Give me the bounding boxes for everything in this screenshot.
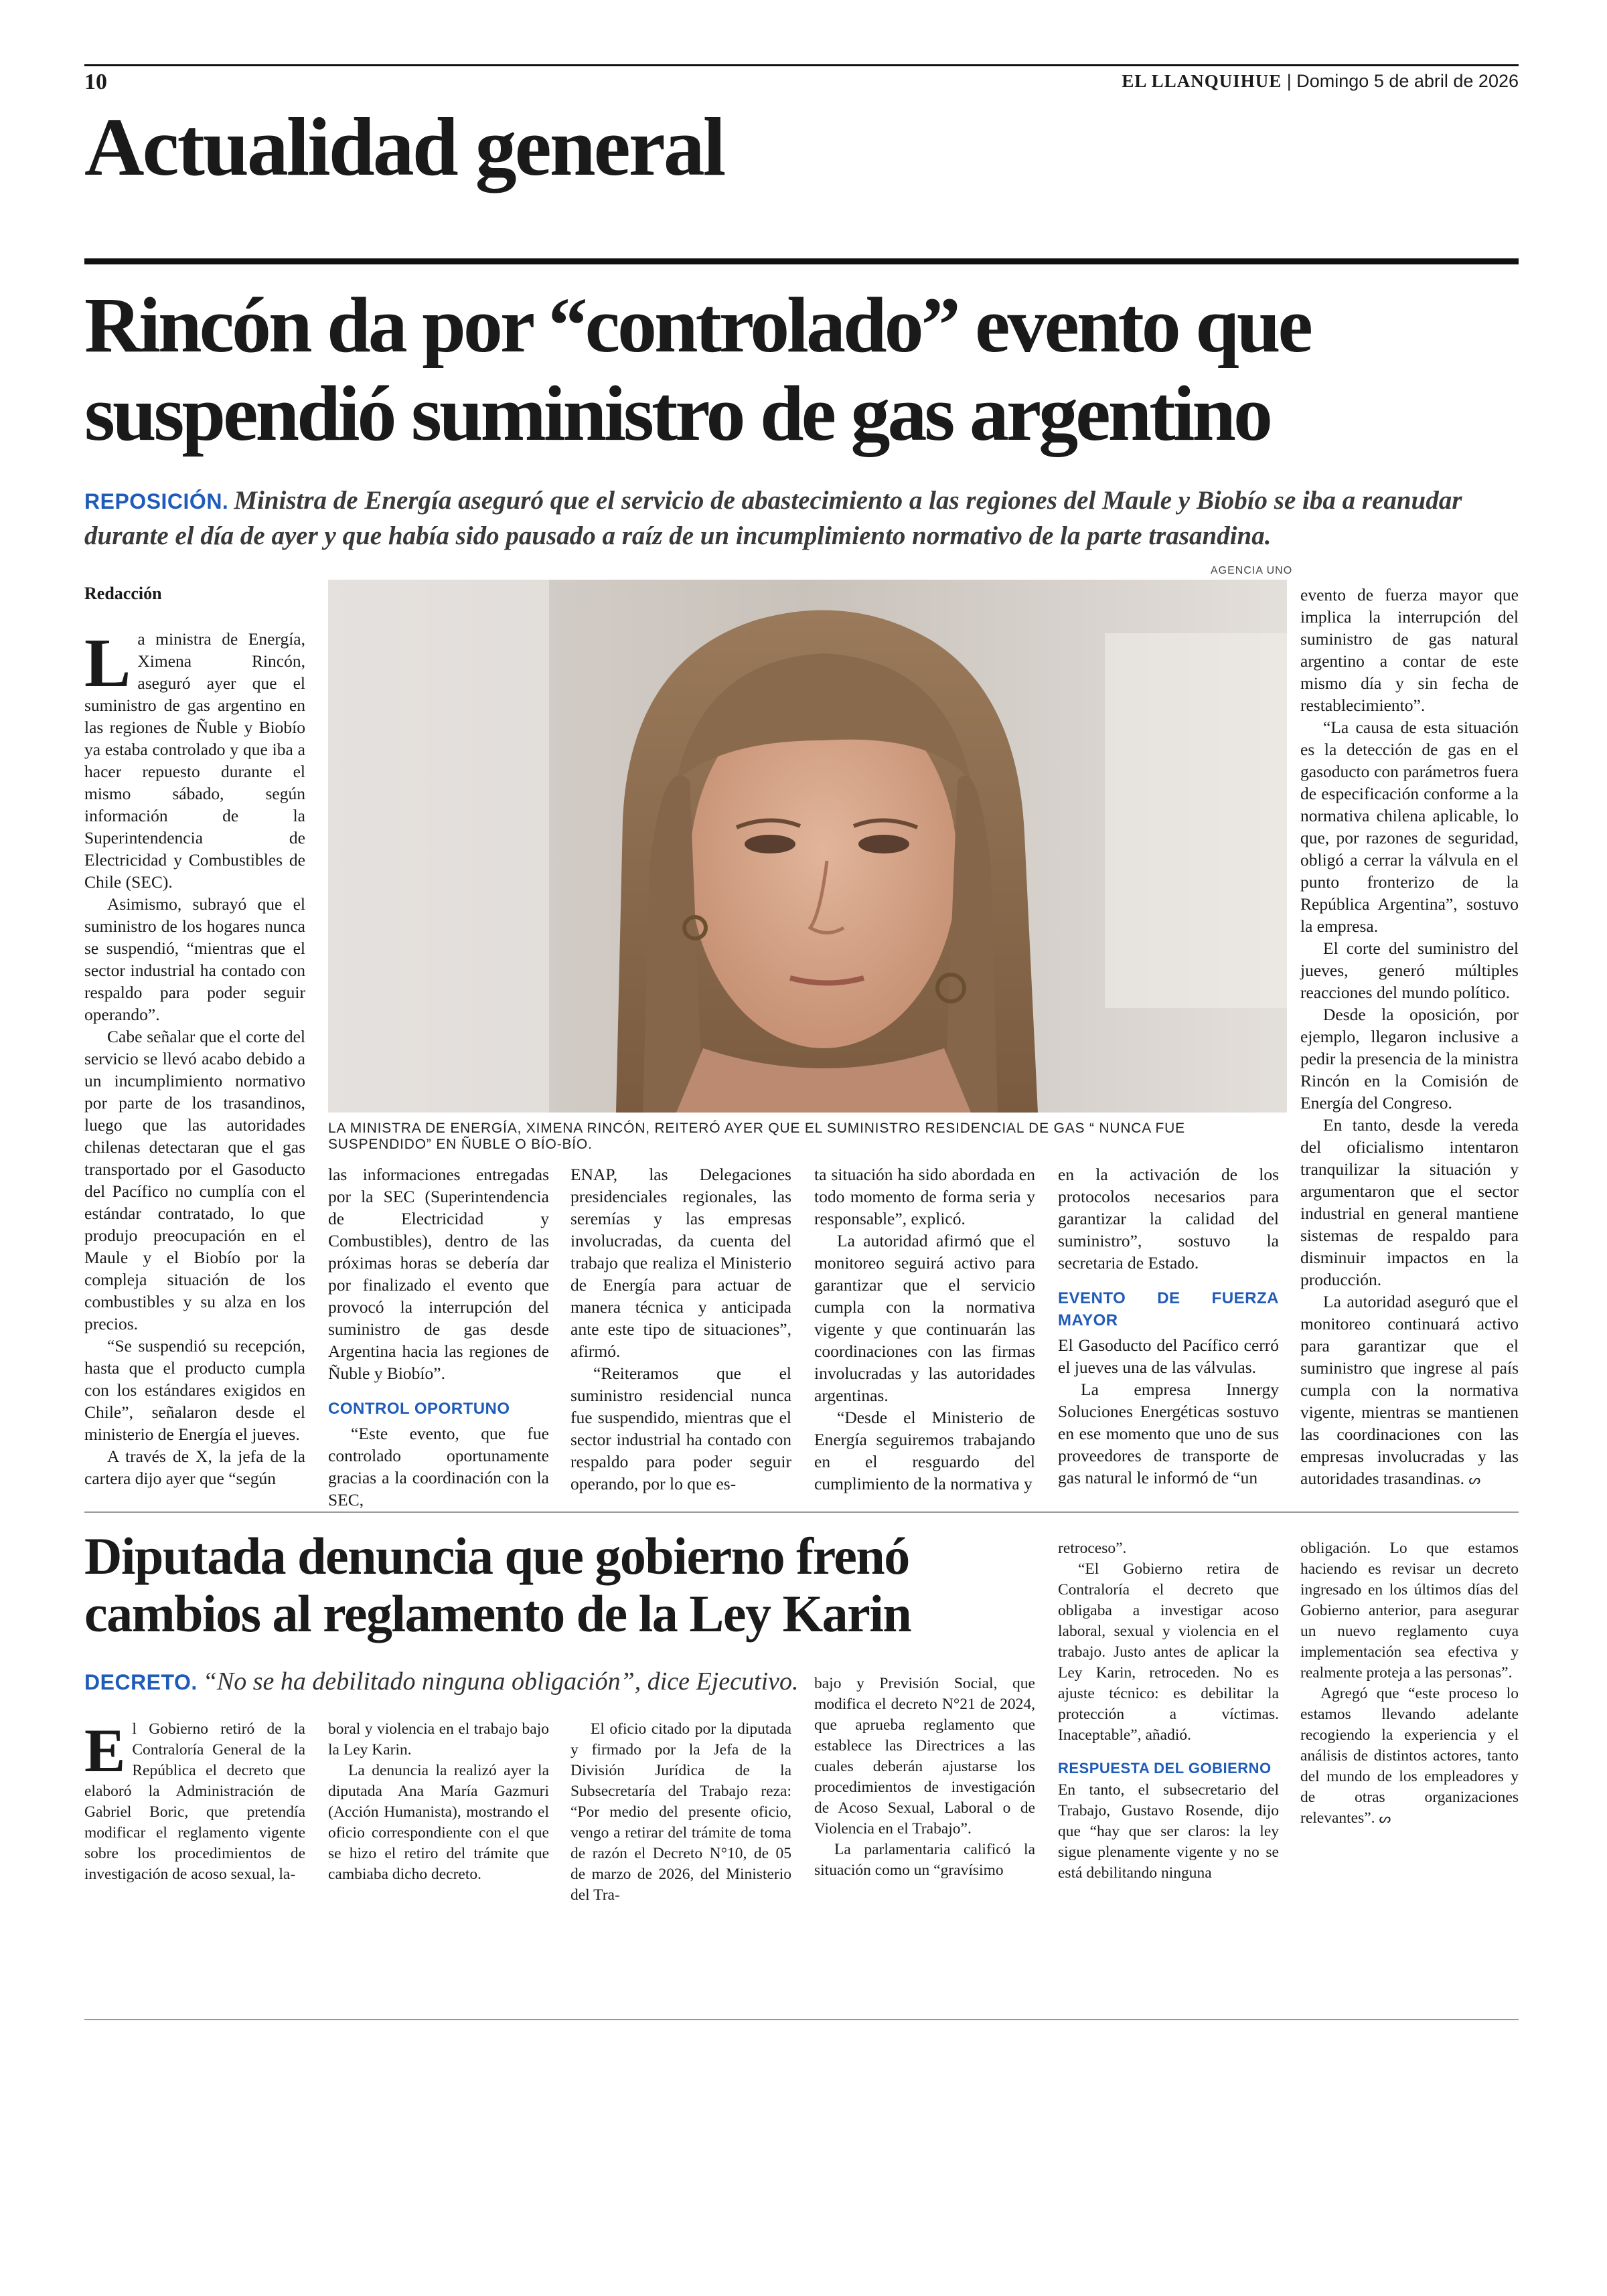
paragraph bbox=[1300, 1291, 1519, 1491]
paragraph: A través de X, la jefa de la cartera dijo ayer que “según bbox=[84, 1447, 305, 1488]
story1-column-5 bbox=[1058, 1163, 1279, 1489]
paragraph: ta situación ha sido abordada en todo momento de forma seria y responsable”, explicó. bbox=[814, 1165, 1035, 1228]
subheading: EVENTO DE FUERZA MAYOR bbox=[1058, 1289, 1279, 1329]
story2-headline: Diputada denuncia que gobierno frenó cambios al reglamento de la Ley Karin bbox=[84, 1527, 911, 1643]
paragraph: bajo y Previsión Social, que modifica el decreto N°21 de 2024, que aprueba reglamento que establece las Directrices a las cuales deberán ajustarse los procedimientos de investigación de Acoso Sexual, Laboral o de Violencia en el Trabajo”. bbox=[814, 1675, 1035, 1837]
dropcap: L bbox=[84, 625, 131, 702]
story1-column-4 bbox=[814, 1163, 1035, 1495]
story-divider bbox=[84, 1511, 1519, 1513]
paragraph: El Gasoducto del Pacífico cerró el jueves una de las válvulas. bbox=[1058, 1335, 1279, 1377]
masthead bbox=[1122, 71, 1519, 92]
story1-deck-text: Ministra de Energía aseguró que el servicio de abastecimiento a las regiones del Maule y Biobío se iba a reanudar durante el día de ayer y que había sido pausado a raíz de un incumplimiento normativo de la parte trasandina. bbox=[84, 486, 1462, 550]
paragraph: “Reiteramos que el suministro residencial nunca fue suspendido, mientras que el sector industrial ha contado con respaldo para poder seguir operando, por lo que es- bbox=[570, 1364, 791, 1493]
paragraph: Cabe señalar que el corte del servicio se llevó acabo debido a un incumplimiento normativo por parte de los trasandinos, luego que las autoridades chilenas detectaran que el gas transportado por el Gasoducto del Pacífico no cumplía con el estándar contratado, lo que produjo preocupación en el Maule y el Biobío por la compleja situación de los combustibles y su alza en los precios. bbox=[84, 1027, 305, 1333]
story2-column-5 bbox=[1058, 1538, 1279, 1884]
paragraph: El oficio citado por la diputada y firmado por la Jefa de la División Jurídica de la Subsecretaría del Trabajo reza: “Por medio del presente oficio, vengo a retirar del trámite de toma de razón el Decreto N°10, de 05 de marzo de 2026, del Ministerio del Tra- bbox=[570, 1720, 791, 1904]
paragraph: ENAP, las Delegaciones presidenciales regionales, las seremías y las empresas involucradas, da cuenta del trabajo que realiza el Ministerio de Energía para actuar de manera técnica y anticipada ante este tipo de situaciones”, afirmó. bbox=[570, 1165, 791, 1361]
story1-column-3 bbox=[570, 1163, 791, 1495]
bottom-rule bbox=[84, 2019, 1519, 2020]
paragraph: “La causa de esta situación es la detección de gas en el gasoducto con parámetros fuera de especificación conforme a la normativa chilena aplicable, lo que, por razones de seguridad, obligó a cerrar la válvula en el punto fronterizo de la República Argentina”, sostuvo la empresa. bbox=[1300, 718, 1519, 936]
section-rule bbox=[84, 258, 1519, 264]
story2-column-3 bbox=[570, 1719, 791, 1906]
paragraph: boral y violencia en el trabajo bajo la Ley Karin. bbox=[328, 1720, 549, 1758]
end-mark-icon: ᔕ bbox=[1379, 1810, 1391, 1826]
story1-deck bbox=[84, 483, 1517, 554]
section-title: Actualidad general bbox=[84, 101, 724, 193]
page-number: 10 bbox=[84, 70, 107, 94]
paragraph: “Desde el Ministerio de Energía seguiremos trabajando en el resguardo del cumplimiento de la normativa y bbox=[814, 1408, 1035, 1493]
paragraph bbox=[84, 625, 305, 893]
paragraph-text: Agregó que “este proceso lo estamos llevando adelante recogiendo la experiencia y el análisis de distintos actores, tanto del mundo de los empleadores y de otras organizaciones relevantes”. bbox=[1300, 1685, 1519, 1827]
paragraph: Asimismo, subrayó que el suministro de los hogares nunca se suspendió, “mientras que el sector industrial ha contado con respaldo para poder seguir operando”. bbox=[84, 894, 305, 1024]
subheading: CONTROL OPORTUNO bbox=[328, 1400, 510, 1418]
paragraph: retroceso”. bbox=[1058, 1540, 1127, 1557]
byline: Redacción bbox=[84, 584, 162, 603]
paragraph: obligación. Lo que estamos haciendo es revisar un decreto ingresado en los últimos días del Gobierno anterior, para asegurar un nuevo reglamento cuya implementación sea efectiva y realmente proteja a las personas”. bbox=[1300, 1540, 1519, 1682]
paragraph bbox=[1300, 1684, 1519, 1829]
story1-column-6 bbox=[1300, 584, 1519, 1491]
paragraph: “Se suspendió su recepción, hasta que el producto cumpla con los estándares exigidos en Chile”, señalaron desde el ministerio de Energía el jueves. bbox=[84, 1336, 305, 1444]
story2-column-2 bbox=[328, 1719, 549, 1885]
paragraph-text: La autoridad aseguró que el monitoreo continuará activo para garantizar que el suministro que ingrese al país cumpla con la normativa vigente, mientras se mantienen las coordinaciones con las empresas involucradas y las autoridades trasandinas. bbox=[1300, 1292, 1519, 1488]
paragraph-text: l Gobierno retiró de la Contraloría General de la República el decreto que elaboró la Administración de Gabriel Boric, que pretendía modificar el reglamento vigente sobre los procedimientos de investigación de acoso sexual, la- bbox=[84, 1720, 305, 1883]
paragraph-text: a ministra de Energía, Ximena Rincón, aseguró ayer que el suministro de gas argentino en las regiones de Ñuble y Biobío ya estaba controlado y que iba a hacer repuesto durante el mismo sábado, según información de la Superintendencia de Electricidad y Combustibles de Chile (SEC). bbox=[84, 629, 305, 892]
newspaper-name: EL LLANQUIHUE bbox=[1122, 71, 1282, 91]
story2-deck-text: “No se ha debilitado ninguna obligación”, dice Ejecutivo. bbox=[202, 1667, 799, 1696]
paragraph: en la activación de los protocolos necesarios para garantizar la calidad del suministro”, sostuvo la secretaria de Estado. bbox=[1058, 1165, 1279, 1273]
paragraph: En tanto, el subsecretario del Trabajo, Gustavo Rosende, dijo que “hay que ser claros: la ley sigue plenamente vigente y no se está debilitando ninguna bbox=[1058, 1781, 1279, 1882]
paragraph: La empresa Innergy Soluciones Energéticas sostuvo en ese momento que uno de sus proveedores de transporte de gas natural le informó de “un bbox=[1058, 1380, 1279, 1487]
paragraph: las informaciones entregadas por la SEC (Superintendencia de Electricidad y Combustibles), dentro de las próximas horas se debería dar por finalizado el evento que provocó la interrupción del suministro de gas desde Argentina hacia las regiones de Ñuble y Biobío”. bbox=[328, 1165, 549, 1383]
story1-column-2 bbox=[328, 1163, 549, 1511]
story1-kicker: REPOSICIÓN. bbox=[84, 489, 229, 513]
end-mark-icon: ᔕ bbox=[1468, 1471, 1481, 1487]
minister-photo bbox=[328, 580, 1287, 1113]
photo-credit: AGENCIA UNO bbox=[1211, 565, 1293, 576]
paragraph: La parlamentaria calificó la situación como un “gravísimo bbox=[814, 1841, 1035, 1879]
story2-column-6 bbox=[1300, 1538, 1519, 1829]
paragraph: El corte del suministro del jueves, generó múltiples reacciones del mundo político. bbox=[1300, 938, 1519, 1002]
story2-column-4 bbox=[814, 1673, 1035, 1881]
story1-column-1 bbox=[84, 625, 305, 1489]
story2-kicker: DECRETO. bbox=[84, 1670, 198, 1694]
subheading: RESPUESTA DEL GOBIERNO bbox=[1058, 1760, 1272, 1777]
paragraph: “El Gobierno retira de Contraloría el decreto que obligaba a investigar acoso laboral, sexual y violencia en el trabajo. Justo antes de aplicar la Ley Karin, retroceden. No es ajuste técnico: es debilitar la protección a víctimas. Inaceptable”, añadió. bbox=[1058, 1560, 1279, 1744]
paragraph: “Este evento, que fue controlado oportunamente gracias a la coordinación con la SEC, bbox=[328, 1424, 549, 1509]
paragraph: La denuncia la realizó ayer la diputada Ana María Gazmuri (Acción Humanista), mostrando el oficio correspondiente con el que se hizo el retiro del trámite que cambiaba dicho decreto. bbox=[328, 1762, 549, 1883]
paragraph bbox=[84, 1716, 305, 1885]
portrait-illustration bbox=[328, 580, 1287, 1113]
story2-column-1 bbox=[84, 1716, 305, 1885]
photo-caption: LA MINISTRA DE ENERGÍA, XIMENA RINCÓN, REITERÓ AYER QUE EL SUMINISTRO RESIDENCIAL DE GAS “ NUNCA FUE SUSPENDIDO” EN ÑUBLE O BÍO-BÍO. bbox=[328, 1121, 1185, 1152]
top-rule bbox=[84, 64, 1519, 66]
issue-date: Domingo 5 de abril de 2026 bbox=[1296, 71, 1519, 91]
dropcap: E bbox=[84, 1716, 126, 1785]
paragraph: evento de fuerza mayor que implica la interrupción del suministro de gas natural argentino a contar de este mismo día y sin fecha de restablecimiento”. bbox=[1300, 585, 1519, 715]
paragraph: La autoridad afirmó que el monitoreo seguirá activo para garantizar que el servicio cumpla con la normativa vigente y que continuarán las coordinaciones con las firmas involucradas y las autoridades argentinas. bbox=[814, 1231, 1035, 1405]
paragraph: Desde la oposición, por ejemplo, llegaron inclusive a pedir la presencia de la ministra Rincón en la Comisión de Energía del Congreso. bbox=[1300, 1005, 1519, 1113]
masthead-separator: | bbox=[1286, 71, 1292, 91]
paragraph: En tanto, desde la vereda del oficialismo intentaron tranquilizar la situación y argumentaron que el sector industrial en general mantiene sistemas de respaldo para disminuir impactos en la producción. bbox=[1300, 1115, 1519, 1289]
story1-headline: Rincón da por “controlado” evento que suspendió suministro de gas argentino bbox=[84, 281, 1310, 458]
